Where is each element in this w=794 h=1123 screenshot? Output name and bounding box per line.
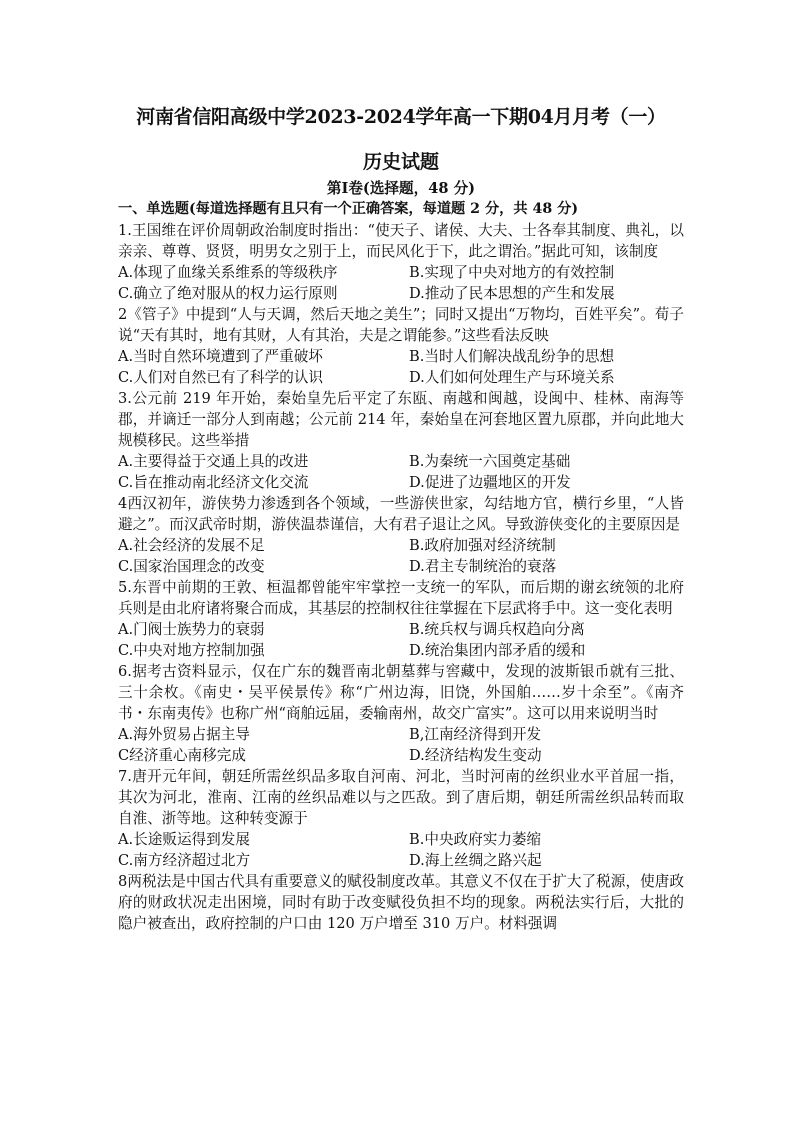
option-a: A.门阀士族势力的衰弱 [118,621,265,638]
question-stem: 3.公元前 219 年开始，秦始皇先后平定了东瓯、南越和闽越，设闽中、桂林、南海等郡，并谪迁一部分人到南越；公元前 214 年，秦始皇在河套地区置九原郡，并向此地大规模移民。这些举措 [118,390,684,449]
option-c: C.旨在推动南北经济文化交流 [118,474,309,491]
option-c: C.确立了绝对服从的权力运行原则 [118,285,338,302]
question-2 [118,304,684,388]
option-grid [118,535,684,577]
question-5 [118,577,684,661]
option-grid [118,262,684,304]
option-grid [118,829,684,871]
question-stem: 4西汉初年，游侠势力渗透到各个领域，一些游侠世家，勾结地方官，横行乡里，“人皆避之”。而汉武帝时期，游侠温恭谨信，大有君子退让之风。导致游侠变化的主要原因是 [118,495,684,533]
option-c: C经济重心南移完成 [118,747,246,764]
question-6 [118,661,684,766]
option-a: A.海外贸易占据主导 [118,726,250,743]
volume-heading: 第Ⅰ卷(选择题，48 分) [326,180,476,197]
option-a: A.体现了血缘关系维系的等级秩序 [118,264,338,281]
option-b: B.为秦统一六国奠定基础 [409,453,571,470]
option-grid [118,619,684,661]
option-d: D.促进了边疆地区的开发 [409,474,571,491]
option-d: D.统治集团内部矛盾的缓和 [409,642,586,659]
page-subtitle: 历史试题 [362,151,439,173]
option-a: A.当时自然环境遭到了严重破坏 [118,348,323,365]
option-c: C.人们对自然已有了科学的认识 [118,369,324,386]
question-stem: 7.唐开元年间，朝廷所需丝织品多取自河南、河北，当时河南的丝织业水平首屈一指，其次为河北，淮南、江南的丝织品难以与之匹敌。到了唐后期，朝廷所需丝织品转而取自淮、浙等地。这种转变源于 [118,768,684,827]
option-b: B.实现了中央对地方的有效控制 [409,264,615,281]
question-stem: 2《管子》中提到“人与天调，然后天地之美生”；同时又提出“万物均，百姓平矣”。荀子说“天有其时，地有其财，人有其治，夫是之谓能参。”这些看法反映 [118,306,684,344]
option-d: D.君主专制统治的衰落 [409,558,557,575]
option-d: D.海上丝绸之路兴起 [409,852,542,869]
option-a: A.主要得益于交通上具的改进 [118,453,309,470]
option-b: B.中央政府实力萎缩 [409,831,542,848]
question-3 [118,388,684,493]
question-stem: 8两税法是中国古代具有重要意义的赋役制度改革。其意义不仅在于扩大了税源，使唐政府的财政状况走出困境，同时有助于改变赋役负担不均的现象。两税法实行后，大批的隐户被查出，政府控制的户口由 120 万户增至 310 万户。材料强调 [118,873,684,932]
exam-page [118,100,684,934]
option-b: B,江南经济得到开发 [409,726,542,743]
question-7 [118,766,684,871]
question-stem: 6.据考古资料显示，仅在广东的魏晋南北朝墓葬与窖藏中，发现的波斯银币就有三批、三十余枚。《南史・吴平侯景传》称“广州边海，旧饶，外国舶……岁十余至”。《南齐书・东南夷传》也称广州“商舶远届，委输南州，故交广富实”。这可以用来说明当时 [118,663,684,722]
option-c: C.南方经济超过北方 [118,852,251,869]
option-grid [118,724,684,766]
option-d: D.人们如何处理生产与环境关系 [409,369,615,386]
option-b: B.统兵权与调兵权趋向分离 [409,621,585,638]
option-d: D.经济结构发生变动 [409,747,542,764]
question-1 [118,220,684,304]
question-stem: 5.东晋中前期的王敦、桓温都曾能牢牢掌控一支统一的军队，而后期的谢玄统领的北府兵则是由北府诸将聚合而成，其基层的控制权往往掌握在下层武将手中。这一变化表明 [118,579,684,617]
question-stem: 1.王国维在评价周朝政治制度时指出：“使天子、诸侯、大夫、士各奉其制度、典礼，以亲亲、尊尊、贤贤，明男女之别于上，而民风化于下，此之谓治。”据此可知，该制度 [118,222,684,260]
option-a: A.长途贩运得到发展 [118,831,250,848]
section-heading: 一、单选题(每道选择题有且只有一个正确答案，每道题 2 分，共 48 分) [118,201,579,217]
page-title: 河南省信阳高级中学2023-2024学年高一下期04月月考（一） [136,106,666,128]
question-8 [118,871,684,934]
option-a: A.社会经济的发展不足 [118,537,265,554]
question-4 [118,493,684,577]
option-b: B.政府加强对经济统制 [409,537,556,554]
option-grid [118,346,684,388]
option-grid [118,451,684,493]
option-d: D.推动了民本思想的产生和发展 [409,285,615,302]
option-b: B.当时人们解决战乱纷争的思想 [409,348,615,365]
option-c: C.国家治国理念的改变 [118,558,265,575]
option-c: C.中央对地方控制加强 [118,642,265,659]
